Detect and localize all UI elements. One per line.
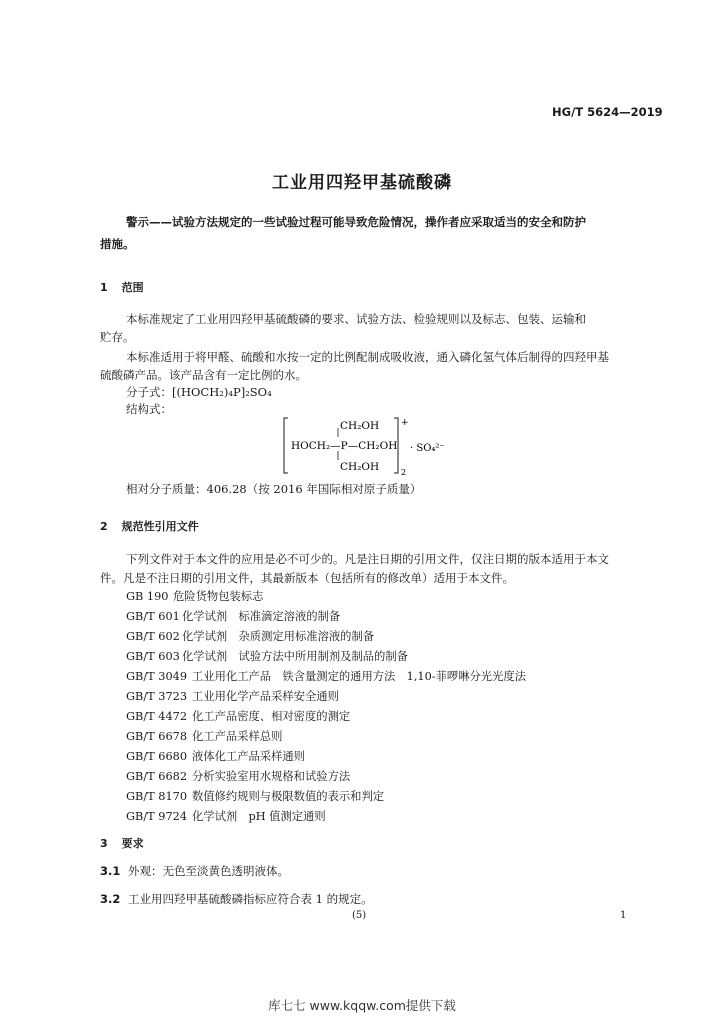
reference-item	[126, 748, 305, 765]
reference-title: 数值修约规则与极限数值的表示和判定	[192, 790, 385, 803]
reference-title: 化工产品采样总则	[192, 730, 283, 743]
clause-3-1-text: 外观：无色至淡黄色透明液体。	[128, 864, 289, 878]
reference-title: 工业用化学产品采样安全通则	[192, 690, 339, 703]
reference-title: 化工产品密度、相对密度的测定	[192, 710, 351, 723]
reference-item	[126, 708, 350, 725]
reference-code: GB/T 9724	[126, 810, 188, 823]
reference-title: 危险货物包装标志	[173, 590, 264, 603]
structure-label: 结构式：	[126, 402, 172, 416]
footer-center-mark: (5)	[352, 910, 367, 921]
reference-title: 化学试剂 试验方法中所用制剂及制品的制备	[182, 650, 408, 663]
reference-item	[126, 668, 526, 685]
reference-code: GB/T 3049	[126, 670, 188, 683]
reference-code: GB/T 601	[126, 610, 180, 623]
section-2-title: 规范性引用文件	[121, 520, 199, 533]
clause-3-2-text: 工业用四羟甲基硫酸磷指标应符合表 1 的规定。	[128, 892, 373, 906]
reference-title: 化学试剂 标准滴定溶液的制备	[182, 610, 341, 623]
anion-sulfate: · SO₄²⁻	[410, 443, 445, 454]
reference-item	[126, 648, 408, 665]
reference-code: GB/T 4472	[126, 710, 188, 723]
reference-title: 化学试剂 pH 值测定通则	[192, 810, 326, 823]
section-3-heading	[100, 835, 144, 851]
warning-line-2: 措施。	[100, 237, 135, 251]
section-3-number: 3	[100, 837, 108, 850]
reference-code: GB/T 603	[126, 650, 180, 663]
section-1-title: 范围	[121, 281, 144, 294]
clause-3-2	[100, 891, 373, 907]
formula-label: 分子式：	[126, 385, 172, 399]
reference-code: GB/T 6678	[126, 730, 188, 743]
reference-item	[126, 768, 350, 785]
reference-item	[126, 628, 374, 645]
scope-p2-line1: 本标准适用于将甲醛、硫酸和水按一定的比例配制成吸收液，通入磷化氢气体后制得的四羟甲基	[126, 350, 609, 364]
cation-charge: +	[401, 418, 409, 428]
reference-code: GB/T 6682	[126, 770, 188, 783]
group-middle: HOCH₂—P—CH₂OH	[291, 440, 398, 452]
reference-item	[126, 808, 326, 825]
section-1-number: 1	[100, 281, 108, 294]
reference-code: GB/T 3723	[126, 690, 188, 703]
group-bottom: CH₂OH	[340, 461, 380, 473]
left-bracket	[284, 418, 288, 473]
reference-title: 液体化工产品采样通则	[192, 750, 305, 763]
refs-intro-line1: 下列文件对于本文件的应用是必不可少的。凡是注日期的引用文件，仅注日期的版本适用于本文	[126, 552, 609, 566]
reference-title: 分析实验室用水规格和试验方法	[192, 770, 351, 783]
structural-formula	[280, 415, 460, 477]
refs-intro-line2: 件。凡是不注日期的引用文件，其最新版本（包括所有的修改单）适用于本文件。	[100, 571, 514, 585]
reference-code: GB/T 6680	[126, 750, 188, 763]
reference-item	[126, 788, 384, 805]
page-title: 工业用四羟甲基硫酸磷	[272, 173, 452, 193]
reference-item	[126, 688, 339, 705]
reference-item	[126, 728, 282, 745]
clause-3-1-number: 3.1	[100, 864, 121, 878]
warning-line-1: 警示——试验方法规定的一些试验过程可能导致危险情况，操作者应采取适当的安全和防护	[126, 215, 586, 229]
section-2-number: 2	[100, 520, 108, 533]
clause-3-1	[100, 863, 289, 879]
section-3-title: 要求	[121, 837, 144, 850]
section-2-heading	[100, 518, 199, 534]
reference-title: 化学试剂 杂质测定用标准溶液的制备	[182, 630, 375, 643]
clause-3-2-number: 3.2	[100, 892, 121, 906]
reference-title: 工业用化工产品 铁含量测定的通用方法 1,10-菲啰啉分光光度法	[192, 670, 526, 683]
molecular-mass: 相对分子质量：406.28（按 2016 年国际相对原子质量）	[126, 482, 422, 496]
formula-value: [(HOCH₂)₄P]₂SO₄	[172, 385, 272, 399]
molecular-formula	[126, 384, 272, 400]
scope-p1-line1: 本标准规定了工业用四羟甲基硫酸磷的要求、试验方法、检验规则以及标志、包装、运输和	[126, 312, 586, 326]
reference-code: GB 190	[126, 590, 169, 603]
reference-item	[126, 588, 263, 605]
page-number: 1	[620, 910, 627, 921]
scope-p2-line2: 硫酸磷产品。该产品含有一定比例的水。	[100, 368, 307, 382]
reference-code: GB/T 8170	[126, 790, 188, 803]
reference-item	[126, 608, 340, 625]
cation-subscript: 2	[401, 468, 407, 477]
standard-number: HG/T 5624—2019	[552, 105, 663, 119]
scope-p1-line2: 贮存。	[100, 330, 135, 344]
section-1-heading	[100, 279, 144, 295]
download-watermark: 库七七 www.kqqw.com提供下载	[268, 998, 456, 1013]
group-top: CH₂OH	[340, 420, 380, 432]
reference-code: GB/T 602	[126, 630, 180, 643]
